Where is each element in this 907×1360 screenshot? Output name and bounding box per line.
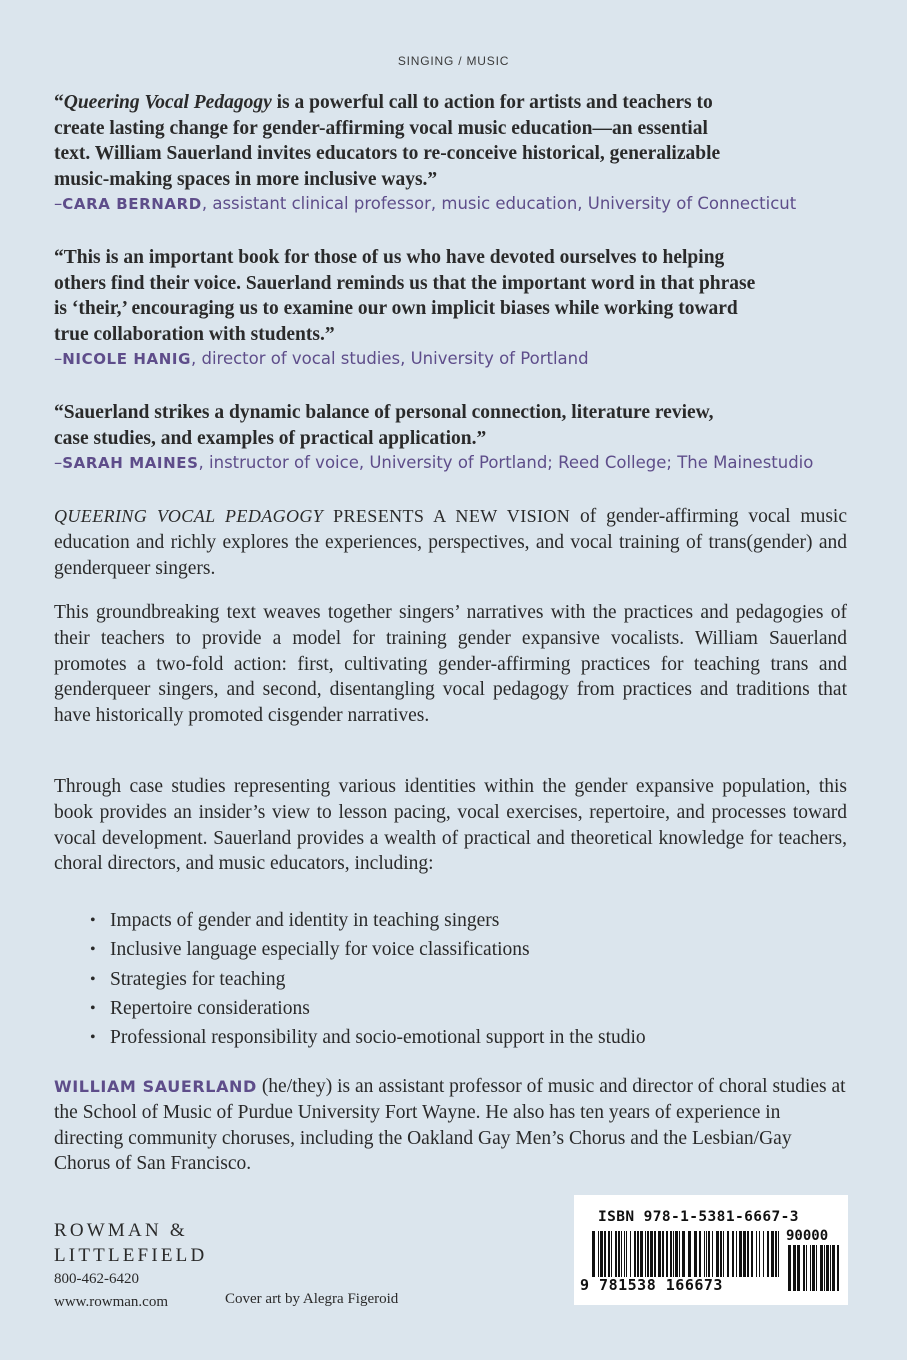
addon-barcode-bars <box>788 1245 840 1291</box>
barcode-bar <box>756 1231 757 1277</box>
barcode-bar <box>654 1231 656 1277</box>
barcode-bar <box>673 1231 674 1277</box>
list-item <box>54 935 847 964</box>
barcode-bar <box>778 1231 779 1277</box>
blurb-1-attribution <box>54 192 849 216</box>
barcode-bar <box>739 1231 742 1277</box>
blurb-1-quote <box>54 90 849 192</box>
barcode-bar <box>793 1245 796 1291</box>
barcode-bar <box>699 1231 701 1277</box>
author-bio <box>54 1074 847 1177</box>
barcode-bar <box>611 1231 612 1277</box>
barcode-bar <box>751 1231 753 1277</box>
blurb-1-name: CARA BERNARD <box>62 195 202 214</box>
blurb-3-attribution <box>54 451 849 475</box>
feature-list <box>54 906 847 1052</box>
intro-paragraph <box>54 504 847 581</box>
barcode-bar <box>826 1245 829 1291</box>
blurb-2-quote <box>54 245 849 347</box>
barcode-bar <box>832 1245 835 1291</box>
blurb-2 <box>54 245 849 371</box>
attribution-dash: – <box>54 453 63 473</box>
barcode-bar <box>708 1231 710 1277</box>
ean-digits: 9 781538 166673 <box>580 1276 723 1294</box>
barcode-bar <box>806 1245 807 1291</box>
list-item <box>54 994 847 1023</box>
barcode-bar <box>682 1231 685 1277</box>
barcode-bar <box>662 1231 664 1277</box>
publisher-contact <box>54 1268 168 1314</box>
description-paragraph-2: This groundbreaking text weaves together singers’ narratives with the practices and pedagogies of their teachers to provide a model for training gender expansive vocalists. William Sauerland promotes a two-fold action: first, cultivating gender-affirming practices for teaching trans and genderqueer singers, and second, disentangling vocal pedagogy from practices and traditions that have historically promoted cisgender narratives. <box>54 602 847 727</box>
blurb-2-line-4: true collaboration with students.” <box>54 323 335 345</box>
barcode-bar <box>810 1245 811 1291</box>
barcode-bar <box>618 1231 620 1277</box>
blurb-2-attribution <box>54 347 849 371</box>
barcode-bar <box>624 1231 625 1277</box>
blurb-3-affiliation: , instructor of voice, University of Portland; Reed College; The Mainestudio <box>198 453 814 473</box>
barcode-bar <box>732 1231 734 1277</box>
barcode-bar <box>608 1231 610 1277</box>
barcode-bar <box>837 1245 839 1291</box>
barcode-bar <box>812 1245 815 1291</box>
barcode-bar <box>720 1231 722 1277</box>
blurb-2-line-1: “This is an important book for those of us who have devoted ourselves to helping <box>54 247 725 268</box>
bullet-dot: • <box>90 912 96 929</box>
barcode-bar <box>694 1231 697 1277</box>
bullet-dot: • <box>90 941 96 959</box>
barcode-bar <box>675 1231 678 1277</box>
barcode-bar <box>626 1231 627 1277</box>
bullet-dot: • <box>90 970 96 988</box>
blurb-1-book-title: Queering Vocal Pedagogy <box>63 92 272 113</box>
barcode-bar <box>747 1231 749 1277</box>
blurb-2-affiliation: , director of vocal studies, University of Portland <box>190 349 589 369</box>
blurb-2-name: NICOLE HANIG <box>62 350 191 369</box>
category-label: SINGING / MUSIC <box>397 54 510 68</box>
intro-rest: of gender-affirming vocal music education and richly explores the experiences, perspectives, and vocal training of trans(gender) and genderqueer singers. <box>54 506 847 579</box>
barcode-bar <box>615 1231 617 1277</box>
list-item-text: Impacts of gender and identity in teaching singers <box>110 910 500 931</box>
barcode-bar <box>592 1231 595 1277</box>
barcode-bar <box>645 1231 646 1277</box>
barcode-bar <box>666 1231 668 1277</box>
blurb-1-line-2: create lasting change for gender-affirming vocal music education—an essential <box>54 117 708 139</box>
barcode-bar <box>820 1245 823 1291</box>
blurb-1-line-4: music-making spaces in more inclusive ways.” <box>54 168 438 190</box>
barcode-bar <box>723 1231 724 1277</box>
barcode-bar <box>621 1231 622 1277</box>
barcode-bar <box>640 1231 643 1277</box>
blurb-3-line-1: “Sauerland strikes a dynamic balance of personal connection, literature review, <box>54 402 714 423</box>
bullet-dot: • <box>90 1029 96 1047</box>
barcode-bar <box>797 1245 800 1291</box>
barcode-bar <box>727 1231 729 1277</box>
barcode-bar <box>736 1231 737 1277</box>
author-name: WILLIAM SAUERLAND <box>54 1077 257 1096</box>
barcode-bar <box>759 1231 760 1277</box>
barcode-bar <box>803 1245 805 1291</box>
blurb-2-line-3: is ‘their,’ encouraging us to examine our own implicit biases while working toward <box>54 298 738 320</box>
blurb-3-name: SARAH MAINES <box>62 454 199 473</box>
barcode-bar <box>634 1231 636 1277</box>
blurb-1-line-3: text. William Sauerland invites educators to re-conceive historical, generalizable <box>54 143 721 165</box>
barcode-bar <box>706 1231 707 1277</box>
blurb-1 <box>54 90 849 216</box>
publisher-website: www.rowman.com <box>54 1294 169 1310</box>
publisher-phone: 800-462-6420 <box>54 1271 139 1287</box>
barcode-bar <box>767 1231 769 1277</box>
barcode-bar <box>771 1231 774 1277</box>
intro-book-title: QUEERING VOCAL PEDAGOGY <box>54 506 324 526</box>
list-item-text: Inclusive language especially for voice classifications <box>110 939 530 961</box>
ean-barcode-bars <box>592 1231 782 1277</box>
isbn-label: ISBN 978-1-5381-6667-3 <box>598 1209 799 1225</box>
barcode-bar <box>650 1231 653 1277</box>
publisher-logo-line-2: LITTLEFIELD <box>54 1245 208 1266</box>
barcode-bar <box>630 1231 631 1277</box>
blurb-3 <box>54 400 849 475</box>
barcode-bar <box>688 1231 691 1277</box>
intro-caps-lead: PRESENTS A NEW VISION <box>323 506 571 526</box>
barcode-bar <box>775 1231 777 1277</box>
cover-art-credit: Cover art by Alegra Figeroid <box>225 1291 399 1307</box>
list-item-text: Strategies for teaching <box>110 968 286 990</box>
barcode-bar <box>637 1231 639 1277</box>
barcode-bar <box>830 1245 831 1291</box>
barcode-bar <box>600 1231 603 1277</box>
barcode-bar <box>788 1245 791 1291</box>
barcode-bar <box>824 1245 825 1291</box>
list-item <box>54 1023 847 1052</box>
barcode-bar <box>647 1231 649 1277</box>
barcode-bar <box>598 1231 599 1277</box>
barcode-bar <box>604 1231 606 1277</box>
publisher-logo <box>54 1218 207 1268</box>
blurb-1-affiliation: , assistant clinical professor, music education, University of Connecticut <box>201 194 797 214</box>
barcode-panel <box>574 1195 848 1305</box>
barcode-bar <box>712 1231 713 1277</box>
list-item-text: Repertoire considerations <box>110 997 310 1019</box>
barcode-bar <box>704 1231 705 1277</box>
attribution-dash: – <box>54 194 63 214</box>
author-bio-text: (he/they) is an assistant professor of music and director of choral studies at the School of Music of Purdue University Fort Wayne. He also has ten years of experience in directing community choruses, including the Oakland Gay Men’s Chorus and the Lesbian/Gay Chorus of San Francisco. <box>54 1076 846 1175</box>
list-item-text: Professional responsibility and socio-emotional support in the studio <box>110 1027 646 1049</box>
blurb-3-quote <box>54 400 849 451</box>
blurb-1-line-1: is a powerful call to action for artists and teachers to <box>271 92 713 113</box>
barcode-bar <box>670 1231 672 1277</box>
barcode-bar <box>679 1231 680 1277</box>
open-quote: “ <box>54 92 64 113</box>
list-item <box>54 906 847 935</box>
bullet-dot: • <box>90 999 96 1017</box>
publisher-logo-line-1: ROWMAN & <box>54 1220 188 1241</box>
barcode-bar <box>743 1231 746 1277</box>
list-item <box>54 965 847 994</box>
barcode-bar <box>658 1231 661 1277</box>
price-code: 90000 <box>786 1228 829 1244</box>
barcode-bar <box>816 1245 817 1291</box>
description-paragraph-3: Through case studies representing various identities within the gender expansive population, this book provides an insider’s view to lesson pacing, vocal exercises, repertoire, and processes toward vocal development. Sauerland provides a wealth of practical and theoretical knowledge for teachers, choral directors, and music educators, including: <box>54 776 847 875</box>
attribution-dash: – <box>54 349 63 369</box>
barcode-bar <box>716 1231 719 1277</box>
barcode-bar <box>763 1231 764 1277</box>
blurb-3-line-2: case studies, and examples of practical application.” <box>54 427 487 449</box>
blurb-2-line-2: others find their voice. Sauerland reminds us that the important word in that phrase <box>54 272 756 294</box>
